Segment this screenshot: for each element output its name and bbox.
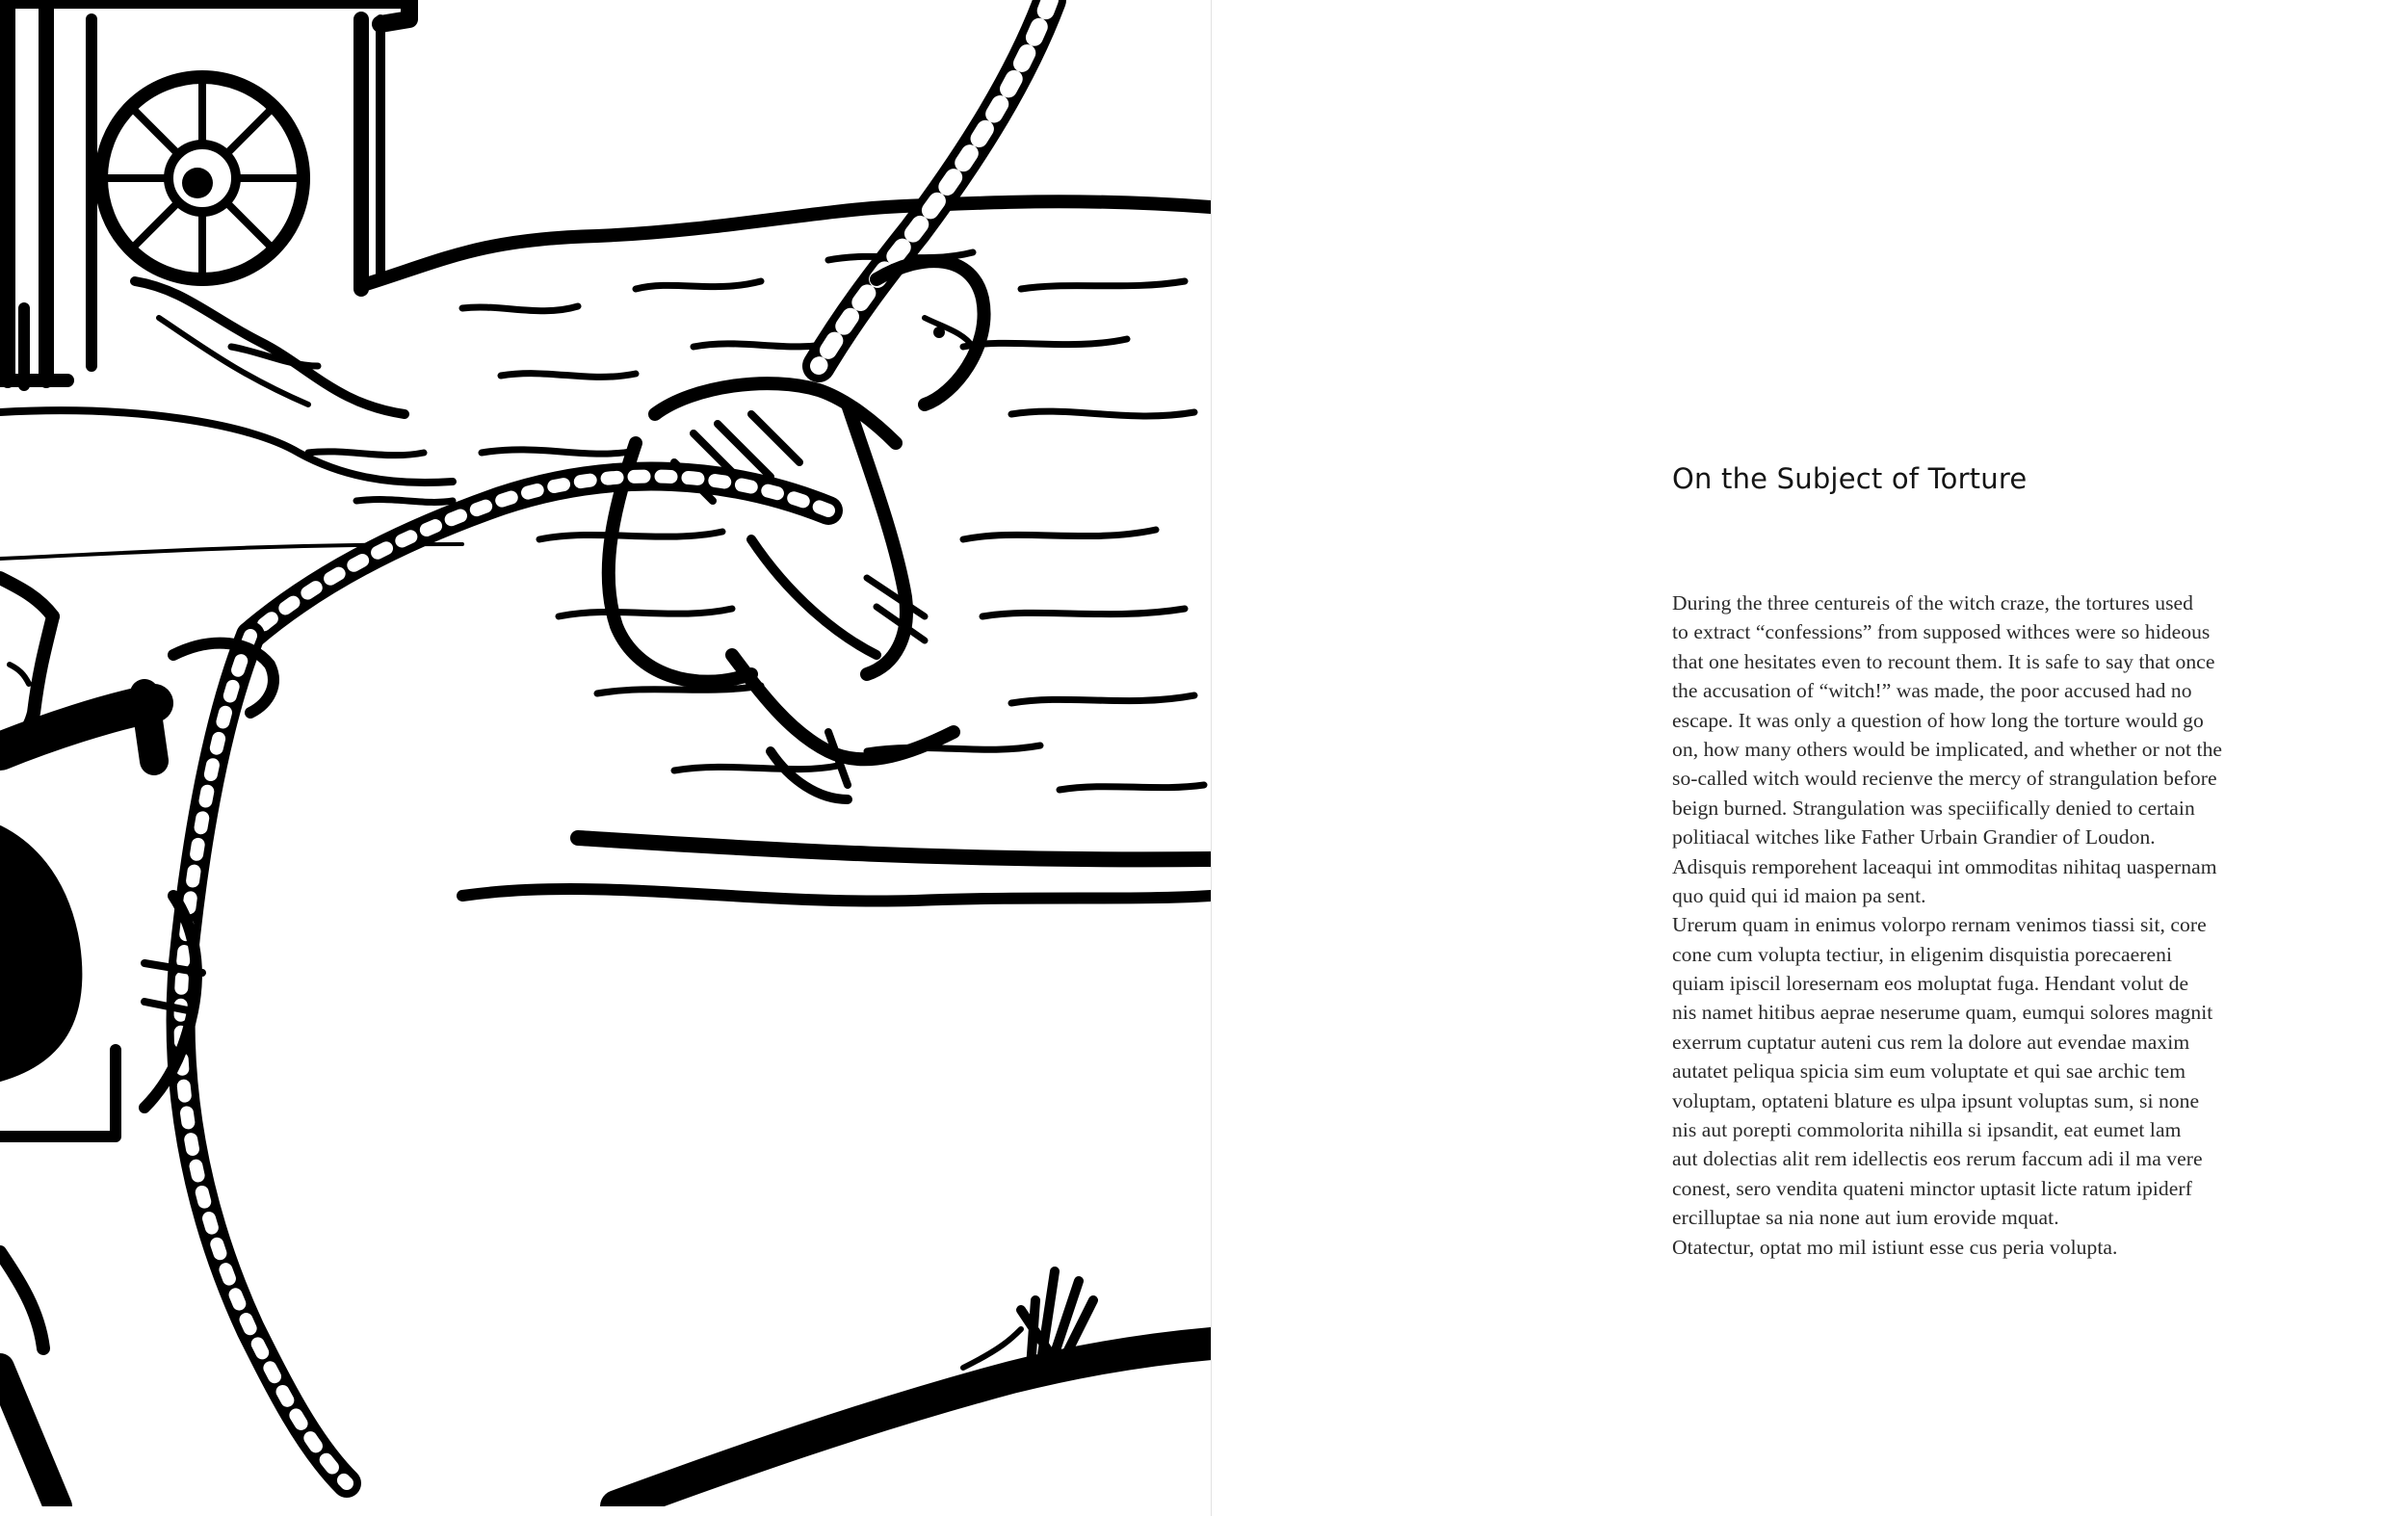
- body-line: cone cum volupta tectiur, in eligenim disquistia porecaereni: [1672, 942, 2173, 966]
- body-line: the accusation of “witch!” was made, the poor accused had no: [1672, 679, 2192, 703]
- body-line: Otatectur, optat mo mil istiunt esse cus peria volupta.: [1672, 1235, 2118, 1259]
- pulling-rope: [181, 477, 828, 1483]
- body-line: conest, sero vendita quateni minctor uptasit licte ratum ipiderf: [1672, 1176, 2192, 1200]
- riverbank-ground: [616, 1271, 1211, 1506]
- article-title: On the Subject of Torture: [1672, 462, 2028, 495]
- body-line: aut dolectias alit rem idellectis eos rerum faccum adi il ma vere: [1672, 1147, 2203, 1171]
- body-line: escape. It was only a question of how long the torture would go: [1672, 708, 2204, 732]
- body-line: exerrum cuptatur auteni cus rem la dolore aut evendae maxim: [1672, 1030, 2190, 1054]
- body-line: that one hesitates even to recount them. It is safe to say that once: [1672, 649, 2215, 673]
- water-wheel: [101, 77, 303, 279]
- body-line: politiacal witches like Father Urbain Grandier of Loudon.: [1672, 825, 2156, 849]
- dunked-figure: [609, 261, 984, 799]
- illustration-page: [0, 0, 1211, 1506]
- body-line: beign burned. Strangulation was speciifically denied to certain: [1672, 796, 2195, 820]
- hanging-rope: [819, 0, 1050, 366]
- body-line: on, how many others would be implicated, and whether or not the: [1672, 737, 2223, 761]
- water-ripples: [231, 252, 1204, 790]
- body-line: so-called witch would recienve the mercy of strangulation before: [1672, 767, 2217, 791]
- ink-illustration: [0, 0, 1211, 1506]
- body-line: Adisquis remporehent laceaqui int ommoditas nihitaq uaspernam: [1672, 854, 2217, 878]
- body-line: quiam ipiscil loresernam eos moluptat fuga. Hendant volut de: [1672, 972, 2189, 996]
- body-line: voluptam, optateni blature es ulpa ipsunt voluptas sum, si none: [1672, 1088, 2200, 1112]
- body-line: Urerum quam in enimus volorpo rernam venimos tiassi sit, core: [1672, 913, 2207, 937]
- body-line: ercilluptae sa nia none aut ium erovide mquat.: [1672, 1206, 2059, 1230]
- body-line: nis namet hitibus aeprae neserume quam, eumqui solores magnit: [1672, 1001, 2213, 1025]
- body-line: autatet peliqua spicia sim eum voluptate et qui sae archic tem: [1672, 1059, 2186, 1084]
- body-line: nis aut porepti commolorita nihilla si ipsandit, eat eumet lam: [1672, 1118, 2182, 1142]
- body-line: to extract “confessions” from supposed withces were so hideous: [1672, 620, 2211, 644]
- body-line: quo quid qui id maion pa sent.: [1672, 883, 1926, 907]
- body-line: During the three centureis of the witch craze, the tortures used: [1672, 591, 2194, 614]
- article-body: [1672, 588, 2289, 1262]
